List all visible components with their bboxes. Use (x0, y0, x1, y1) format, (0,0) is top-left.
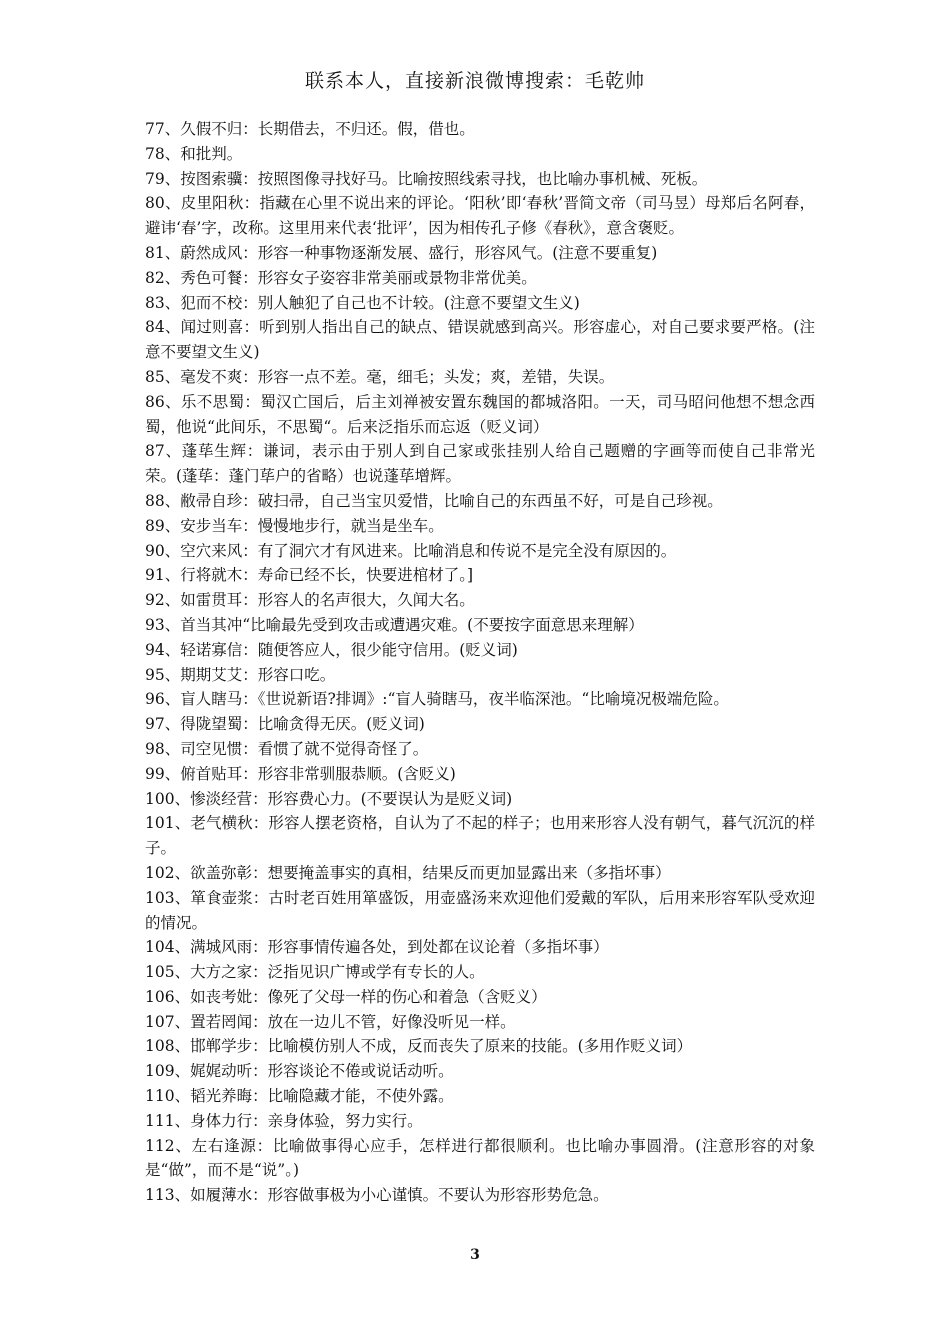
idiom-entry: 94、轻诺寡信：随便答应人，很少能守信用。(贬义词) (145, 640, 518, 659)
idiom-entry: 89、安步当车：慢慢地步行，就当是坐车。 (145, 516, 444, 535)
idiom-entry: 79、按图索骥：按照图像寻找好马。比喻按照线索寻找，也比喻办事机械、死板。 (145, 169, 708, 188)
idiom-entry: 100、惨淡经营：形容费心力。(不要误认为是贬义词) (145, 789, 513, 808)
idiom-entry: 107、置若罔闻：放在一边儿不管，好像没听见一样。 (145, 1012, 516, 1031)
idiom-entry: 106、如丧考妣：像死了父母一样的伤心和着急（含贬义） (145, 987, 547, 1006)
idiom-entry: 78、和批判。 (145, 144, 243, 163)
idiom-entry: 111、身体力行：亲身体验，努力实行。 (145, 1111, 423, 1130)
idiom-entry: 81、蔚然成风：形容一种事物逐渐发展、盛行，形容风气。(注意不要重复) (145, 243, 658, 262)
idiom-entry: 88、敝帚自珍：破扫帚，自己当宝贝爱惜，比喻自己的东西虽不好，可是自己珍视。 (145, 491, 723, 510)
idiom-list (145, 117, 815, 1208)
idiom-entry: 110、韬光养晦：比喻隐藏才能，不使外露。 (145, 1087, 454, 1106)
idiom-entry: 87、蓬荜生辉：谦词，表示由于别人到自己家或张挂别人给自己题赠的字画等而使自己非常光荣。(蓬荜：蓬门荜户的省略）也说蓬荜增辉。 (145, 442, 815, 486)
idiom-entry: 104、满城风雨：形容事情传遍各处，到处都在议论着（多指坏事） (145, 938, 609, 957)
idiom-entry: 96、盲人瞎马：《世说新语?排调》:“盲人骑瞎马，夜半临深池。“比喻境况极端危险。 (145, 690, 729, 709)
idiom-entry: 83、犯而不校：别人触犯了自己也不计较。(注意不要望文生义) (145, 293, 580, 312)
idiom-entry: 113、如履薄水：形容做事极为小心谨慎。不要认为形容形势危急。 (145, 1186, 609, 1205)
page-header: 联系本人，直接新浪微博搜索：毛乾帅 (304, 70, 645, 92)
idiom-entry: 90、空穴来风：有了洞穴才有风进来。比喻消息和传说不是完全没有原因的。 (145, 541, 677, 560)
idiom-entry: 98、司空见惯：看惯了就不觉得奇怪了。 (145, 739, 429, 758)
idiom-entry: 101、老气横秋：形容人摆老资格，自认为了不起的样子；也用来形容人没有朝气，暮气沉沉的样子。 (145, 814, 815, 858)
idiom-entry: 84、闻过则喜：听到别人指出自己的缺点、错误就感到高兴。形容虚心，对自己要求要严格。(注意不要望文生义) (145, 318, 815, 362)
idiom-entry: 95、期期艾艾：形容口吃。 (145, 665, 336, 684)
page-number: 3 (470, 1247, 480, 1263)
idiom-entry: 112、左右逢源：比喻做事得心应手，怎样进行都很顺利。也比喻办事圆滑。(注意形容的对象是“做”，而不是“说”。) (145, 1136, 815, 1180)
idiom-entry: 93、首当其冲“比喻最先受到攻击或遭遇灾难。(不要按字面意思来理解） (145, 615, 644, 634)
idiom-entry: 85、毫发不爽：形容一点不差。毫，细毛；头发；爽，差错，失误。 (145, 367, 615, 386)
idiom-entry: 109、娓娓动听：形容谈论不倦或说话动听。 (145, 1062, 454, 1081)
idiom-entry: 108、邯郸学步：比喻模仿别人不成，反而丧失了原来的技能。(多用作贬义词） (145, 1037, 693, 1056)
idiom-entry: 103、箪食壶浆：古时老百姓用箪盛饭，用壶盛汤来欢迎他们爱戴的军队，后用来形容军队受欢迎的情况。 (145, 888, 815, 932)
idiom-entry: 80、皮里阳秋：指藏在心里不说出来的评论。‘阳秋’即‘春秋’晋简文帝（司马昱）母郑后名阿春，避讳‘春’字，改称。这里用来代表‘批评’，因为相传孔子修《春秋》，意含褒贬。 (145, 194, 815, 238)
idiom-entry: 97、得陇望蜀：比喻贪得无厌。(贬义词) (145, 715, 425, 734)
idiom-entry: 99、俯首贴耳：形容非常驯服恭顺。(含贬义) (145, 764, 456, 783)
idiom-entry: 91、行将就木：寿命已经不长，快要进棺材了。] (145, 566, 474, 585)
idiom-entry: 82、秀色可餐：形容女子姿容非常美丽或景物非常优美。 (145, 268, 537, 287)
idiom-entry: 102、欲盖弥彰：想要掩盖事实的真相，结果反而更加显露出来（多指坏事） (145, 863, 671, 882)
idiom-entry: 86、乐不思蜀：蜀汉亡国后，后主刘禅被安置东魏国的都城洛阳。一天，司马昭问他想不想念西蜀，他说“此间乐，不思蜀“。后来泛指乐而忘返（贬义词） (145, 392, 815, 436)
idiom-entry: 77、久假不归：长期借去，不归还。假，借也。 (145, 120, 475, 138)
idiom-entry: 105、大方之家：泛指见识广博或学有专长的人。 (145, 963, 485, 982)
idiom-entry: 92、如雷贯耳：形容人的名声很大，久闻大名。 (145, 591, 475, 610)
